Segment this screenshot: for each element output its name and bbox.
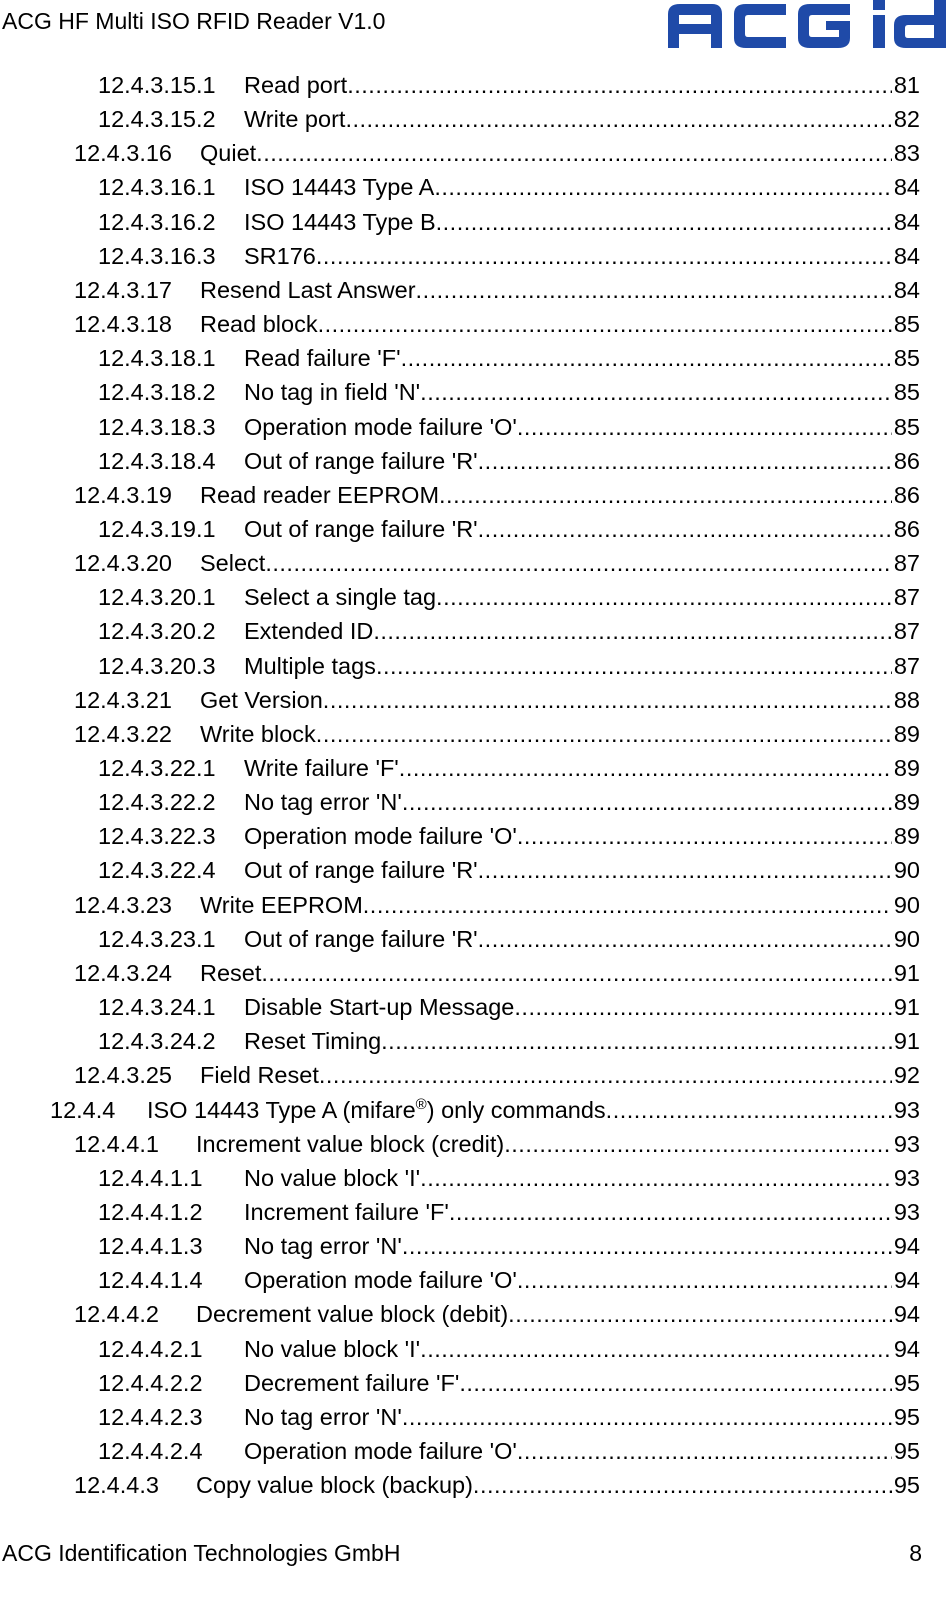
toc-entry-title-text: Disable Start-up Message (244, 994, 515, 1021)
toc-dot-leader (316, 717, 892, 751)
toc-entry-title-text: No tag error 'N' (244, 789, 402, 816)
toc-dot-leader (517, 819, 892, 853)
toc-entry-title (244, 580, 436, 614)
toc-entry-number: 12.4.3.24.2 (98, 1028, 216, 1055)
toc-entry-number: 12.4.3.23.1 (98, 925, 216, 952)
toc-entry-page: 94 (893, 1267, 920, 1294)
toc-entry-title (244, 375, 420, 409)
toc-entry-page: 92 (893, 1062, 920, 1089)
toc-dot-leader (606, 1093, 892, 1127)
toc-entry-title-text: Extended ID (244, 618, 374, 645)
toc-entry[interactable] (98, 512, 920, 546)
toc-entry[interactable] (50, 1093, 920, 1127)
toc-entry-page: 91 (893, 1028, 920, 1055)
toc-entry-title (147, 1093, 606, 1127)
toc-entry-number: 12.4.3.24 (74, 959, 173, 986)
toc-entry-page: 89 (893, 823, 920, 850)
toc-entry-title (244, 205, 436, 239)
toc-entry-title-text: Read reader EEPROM (200, 481, 440, 508)
toc-dot-leader (517, 410, 892, 444)
toc-dot-leader (478, 512, 892, 546)
toc-entry-number: 12.4.3.17 (74, 276, 173, 303)
toc-entry[interactable] (74, 683, 920, 717)
toc-entry[interactable] (98, 1195, 920, 1229)
toc-entry-number: 12.4.3.16 (74, 140, 173, 167)
toc-entry-number: 12.4.3.22.2 (98, 789, 216, 816)
toc-entry-page: 90 (893, 857, 920, 884)
toc-entry-page: 84 (893, 276, 920, 303)
toc-entry-page: 93 (893, 1198, 920, 1225)
toc-entry-page: 86 (893, 481, 920, 508)
toc-entry-title-text: Operation mode failure 'O' (244, 823, 517, 850)
toc-entry-title-text: Write port (244, 106, 346, 133)
toc-entry-title-text: Write EEPROM (200, 891, 363, 918)
toc-dot-leader (473, 1468, 892, 1502)
toc-entry[interactable] (74, 1297, 920, 1331)
toc-entry[interactable] (98, 1229, 920, 1263)
toc-entry-title (244, 102, 345, 136)
toc-entry[interactable] (74, 888, 920, 922)
toc-entry-page: 87 (893, 584, 920, 611)
toc-entry-page: 90 (893, 925, 920, 952)
toc-entry-page: 85 (893, 311, 920, 338)
toc-entry[interactable] (98, 922, 920, 956)
toc-entry-title-text: Operation mode failure 'O' (244, 1267, 517, 1294)
toc-entry-number: 12.4.3.21 (74, 686, 173, 713)
toc-entry-title-text: Out of range failure 'R' (244, 515, 478, 542)
toc-entry-number: 12.4.3.22.4 (98, 857, 216, 884)
toc-entry-page: 87 (893, 618, 920, 645)
toc-entry-title (244, 785, 402, 819)
toc-entry-page: 95 (893, 1438, 920, 1464)
toc-entry[interactable] (74, 136, 920, 170)
toc-entry-title (200, 478, 439, 512)
toc-entry-title (244, 1195, 449, 1229)
toc-entry-page: 94 (893, 1233, 920, 1260)
footer-company-name: ACG Identification Technologies GmbH (2, 1540, 401, 1566)
toc-entry-title (244, 341, 401, 375)
toc-entry-title-suffix: ) only commands (426, 1096, 606, 1123)
toc-dot-leader (508, 1297, 892, 1331)
toc-entry-title-text: Increment failure 'F' (244, 1198, 449, 1225)
toc-entry-number: 12.4.4.2 (74, 1301, 159, 1328)
toc-entry-title (244, 649, 376, 683)
registered-mark: ® (415, 1095, 427, 1113)
toc-entry-page: 94 (893, 1301, 920, 1328)
toc-entry-number: 12.4.3.18 (74, 311, 173, 338)
toc-dot-leader (420, 375, 892, 409)
toc-entry-title (244, 1229, 402, 1263)
toc-entry[interactable] (98, 205, 920, 239)
toc-entry-title-text: Copy value block (backup) (196, 1472, 473, 1499)
toc-entry-title (244, 853, 478, 887)
toc-entry-title-text: Quiet (200, 140, 257, 167)
toc-entry[interactable] (98, 1024, 920, 1058)
toc-entry-title-text: Resend Last Answer (200, 276, 416, 303)
toc-entry-page: 86 (893, 447, 920, 474)
toc-entry-page: 86 (893, 515, 920, 542)
toc-entry[interactable] (74, 1058, 920, 1092)
toc-entry-title-text: ISO 14443 Type B (244, 208, 436, 235)
toc-dot-leader (478, 444, 892, 478)
toc-dot-leader (402, 1229, 892, 1263)
toc-entry-title-text: Get Version (200, 686, 323, 713)
toc-dot-leader (347, 68, 892, 102)
toc-entry-number: 12.4.3.20 (74, 550, 173, 577)
toc-entry-title (200, 307, 318, 341)
toc-entry-number: 12.4.3.20.2 (98, 618, 216, 645)
toc-entry-title-text: No value block 'I' (244, 1335, 421, 1362)
toc-entry-page: 89 (893, 755, 920, 781)
toc-entry-title (244, 1263, 517, 1297)
toc-entry[interactable] (98, 68, 920, 102)
toc-entry-title-text: Multiple tags (244, 652, 376, 679)
toc-entry-page: 91 (893, 959, 920, 986)
toc-dot-leader (256, 136, 892, 170)
toc-dot-leader (402, 1400, 892, 1434)
toc-entry[interactable] (98, 239, 920, 273)
toc-entry[interactable] (98, 751, 920, 785)
toc-entry-number: 12.4.4.3 (74, 1472, 159, 1499)
toc-entry-title (200, 717, 316, 751)
toc-entry-page: 84 (893, 174, 920, 201)
footer-page-number: 8 (909, 1540, 922, 1566)
toc-entry[interactable] (98, 785, 920, 819)
toc-entry-page: 83 (893, 140, 920, 167)
toc-entry-number: 12.4.3.20.3 (98, 652, 216, 679)
toc-entry-title (244, 751, 399, 785)
toc-dot-leader (401, 341, 892, 375)
toc-entry-title (244, 1400, 402, 1434)
toc-dot-leader (504, 1127, 892, 1161)
toc-dot-leader (265, 546, 892, 580)
toc-entry-page: 84 (893, 208, 920, 235)
toc-entry-number: 12.4.4.1.2 (98, 1198, 203, 1225)
toc-entry-page: 93 (893, 1130, 920, 1157)
toc-entry-number: 12.4.3.20.1 (98, 584, 216, 611)
toc-entry[interactable] (98, 1161, 920, 1195)
toc-entry-number: 12.4.3.23 (74, 891, 173, 918)
toc-entry-title-text: Read failure 'F' (244, 345, 401, 372)
toc-entry[interactable] (98, 819, 920, 853)
toc-entry-page: 95 (893, 1369, 920, 1396)
acg-id-logo (668, 0, 946, 50)
page-header-title: ACG HF Multi ISO RFID Reader V1.0 (2, 8, 386, 34)
toc-entry[interactable] (98, 990, 920, 1024)
toc-entry-title (200, 136, 256, 170)
toc-entry[interactable] (74, 1127, 920, 1161)
toc-dot-leader (514, 990, 891, 1024)
toc-entry-page: 85 (893, 345, 920, 372)
toc-entry-number: 12.4.4 (50, 1096, 116, 1123)
toc-entry-page: 95 (893, 1472, 920, 1499)
toc-entry-number: 12.4.4.2.1 (98, 1335, 203, 1362)
toc-dot-leader (318, 307, 892, 341)
toc-entry[interactable] (98, 170, 920, 204)
toc-entry-title (244, 1332, 420, 1366)
toc-entry-title (244, 170, 434, 204)
toc-entry[interactable] (98, 410, 920, 444)
toc-entry-title-text: Operation mode failure 'O' (244, 1438, 517, 1464)
toc-entry-page: 88 (893, 686, 920, 713)
toc-entry-title-text: ISO 14443 Type A (mifare (147, 1096, 416, 1123)
toc-dot-leader (323, 683, 892, 717)
toc-entry[interactable] (98, 1366, 920, 1400)
toc-dot-leader (478, 922, 892, 956)
toc-entry-title-text: ISO 14443 Type A (244, 174, 435, 201)
toc-entry[interactable] (98, 341, 920, 375)
toc-entry-page: 93 (893, 1164, 920, 1191)
toc-dot-leader (363, 888, 892, 922)
toc-entry-number: 12.4.3.18.1 (98, 345, 216, 372)
toc-entry-title (244, 68, 347, 102)
toc-entry-number: 12.4.3.16.2 (98, 208, 216, 235)
toc-entry-number: 12.4.3.18.2 (98, 379, 216, 406)
toc-entry-number: 12.4.3.16.1 (98, 174, 216, 201)
toc-entry[interactable] (98, 1263, 920, 1297)
toc-dot-leader (416, 273, 892, 307)
toc-entry[interactable] (74, 307, 920, 341)
toc-entry-title (200, 683, 323, 717)
toc-entry-number: 12.4.3.18.3 (98, 413, 216, 440)
toc-entry-title (196, 1297, 508, 1331)
toc-entry-title (244, 922, 478, 956)
toc-entry-page: 95 (893, 1403, 920, 1430)
toc-entry-number: 12.4.4.1.3 (98, 1233, 203, 1260)
toc-entry-title-text: No value block 'I' (244, 1164, 421, 1191)
toc-entry-title (244, 819, 517, 853)
toc-dot-leader (517, 1434, 892, 1468)
toc-entry[interactable] (74, 546, 920, 580)
toc-entry-title-text: Operation mode failure 'O' (244, 413, 517, 440)
toc-entry-page: 87 (893, 652, 920, 679)
toc-entry[interactable] (74, 956, 920, 990)
toc-entry-number: 12.4.3.25 (74, 1062, 173, 1089)
toc-entry[interactable] (98, 1332, 920, 1366)
toc-entry-page: 89 (893, 789, 920, 816)
toc-entry-title-text: Write block (200, 720, 316, 747)
toc-entry-title (244, 512, 478, 546)
toc-entry-title (244, 1024, 381, 1058)
toc-dot-leader (345, 102, 891, 136)
toc-entry-title-text: No tag error 'N' (244, 1233, 402, 1260)
toc-entry[interactable] (98, 614, 920, 648)
toc-entry-page: 85 (893, 413, 920, 440)
toc-entry[interactable] (98, 444, 920, 478)
toc-entry-number: 12.4.4.2.2 (98, 1369, 203, 1396)
toc-entry-title (244, 410, 517, 444)
toc-entry-number: 12.4.3.22 (74, 720, 173, 747)
toc-entry-page: 90 (893, 891, 920, 918)
toc-entry-number: 12.4.3.15.2 (98, 106, 216, 133)
toc-entry[interactable] (74, 1468, 920, 1502)
toc-entry-title (244, 1366, 459, 1400)
toc-entry-title (244, 1434, 517, 1468)
toc-entry-title-text: Out of range failure 'R' (244, 925, 478, 952)
toc-entry-number: 12.4.4.2.4 (98, 1438, 203, 1464)
toc-entry-number: 12.4.3.18.4 (98, 447, 216, 474)
toc-dot-leader (373, 614, 892, 648)
toc-dot-leader (381, 1024, 892, 1058)
toc-entry-title (244, 1161, 420, 1195)
toc-entry-title (244, 239, 316, 273)
toc-entry-title (196, 1127, 504, 1161)
toc-entry[interactable] (74, 478, 920, 512)
toc-entry-title-text: No tag error 'N' (244, 1403, 402, 1430)
toc-dot-leader (434, 170, 892, 204)
toc-entry-title (244, 990, 514, 1024)
toc-entry-number: 12.4.3.22.3 (98, 823, 216, 850)
toc-entry-title-text: Decrement value block (debit) (196, 1301, 509, 1328)
toc-entry-title (244, 614, 373, 648)
toc-entry-title-text: Select a single tag (244, 584, 437, 611)
toc-entry-title-text: Increment value block (credit) (196, 1130, 505, 1157)
toc-entry[interactable] (98, 375, 920, 409)
toc-entry-title-text: Field Reset (200, 1062, 319, 1089)
toc-entry-title (200, 1058, 319, 1092)
toc-entry-title (200, 888, 363, 922)
toc-entry[interactable] (98, 1434, 920, 1468)
toc-entry-title-text: Reset Timing (244, 1028, 382, 1055)
toc-entry-number: 12.4.4.1 (74, 1130, 159, 1157)
toc-entry-number: 12.4.3.16.3 (98, 242, 216, 269)
toc-entry-number: 12.4.4.1.1 (98, 1164, 203, 1191)
toc-dot-leader (420, 1332, 892, 1366)
toc-entry-page: 84 (893, 242, 920, 269)
toc-entry[interactable] (98, 102, 920, 136)
toc-entry-number: 12.4.3.24.1 (98, 994, 216, 1021)
toc-entry-page: 94 (893, 1335, 920, 1362)
toc-entry[interactable] (98, 649, 920, 683)
toc-entry-page: 93 (893, 1096, 920, 1123)
toc-dot-leader (319, 1058, 892, 1092)
toc-entry[interactable] (98, 580, 920, 614)
toc-entry-title-text: Select (200, 550, 266, 577)
toc-entry-title-text: Reset (200, 959, 262, 986)
toc-entry-title-text: Read port (244, 72, 348, 98)
toc-entry-title-text: Decrement failure 'F' (244, 1369, 460, 1396)
toc-entry-page: 91 (893, 994, 920, 1021)
toc-dot-leader (436, 580, 892, 614)
toc-dot-leader (459, 1366, 892, 1400)
toc-dot-leader (436, 205, 892, 239)
toc-entry-title-text: Out of range failure 'R' (244, 447, 478, 474)
toc-entry[interactable] (98, 1400, 920, 1434)
toc-entry-title-text: Read block (200, 311, 318, 338)
toc-entry-title-text: Out of range failure 'R' (244, 857, 478, 884)
toc-dot-leader (449, 1195, 892, 1229)
toc-entry-title-text: Write failure 'F' (244, 755, 399, 781)
toc-dot-leader (399, 751, 892, 785)
toc-entry-number: 12.4.4.2.3 (98, 1403, 203, 1430)
toc-entry-page: 85 (893, 379, 920, 406)
toc-dot-leader (376, 649, 892, 683)
toc-entry[interactable] (74, 717, 920, 751)
toc-entry-number: 12.4.3.15.1 (98, 72, 216, 98)
toc-dot-leader (517, 1263, 892, 1297)
toc-entry[interactable] (74, 273, 920, 307)
toc-entry-page: 81 (893, 72, 920, 98)
toc-entry-title (196, 1468, 473, 1502)
toc-dot-leader (402, 785, 892, 819)
toc-entry-number: 12.4.3.19 (74, 481, 173, 508)
toc-dot-leader (439, 478, 892, 512)
toc-entry-title (200, 273, 416, 307)
toc-entry-title (244, 444, 478, 478)
toc-entry-number: 12.4.3.19.1 (98, 515, 216, 542)
toc-entry-title-text: No tag in field 'N' (244, 379, 421, 406)
toc-entry-page: 89 (893, 720, 920, 747)
toc-entry[interactable] (98, 853, 920, 887)
toc-entry-page: 82 (893, 106, 920, 133)
toc-dot-leader (478, 853, 892, 887)
toc-entry-title-text: SR176 (244, 242, 316, 269)
toc-entry-title (200, 546, 265, 580)
toc-entry-page: 87 (893, 550, 920, 577)
toc-dot-leader (261, 956, 891, 990)
toc-dot-leader (316, 239, 892, 273)
toc-entry-number: 12.4.4.1.4 (98, 1267, 203, 1294)
toc-dot-leader (420, 1161, 892, 1195)
toc-entry-title (200, 956, 261, 990)
toc-entry-number: 12.4.3.22.1 (98, 755, 216, 781)
